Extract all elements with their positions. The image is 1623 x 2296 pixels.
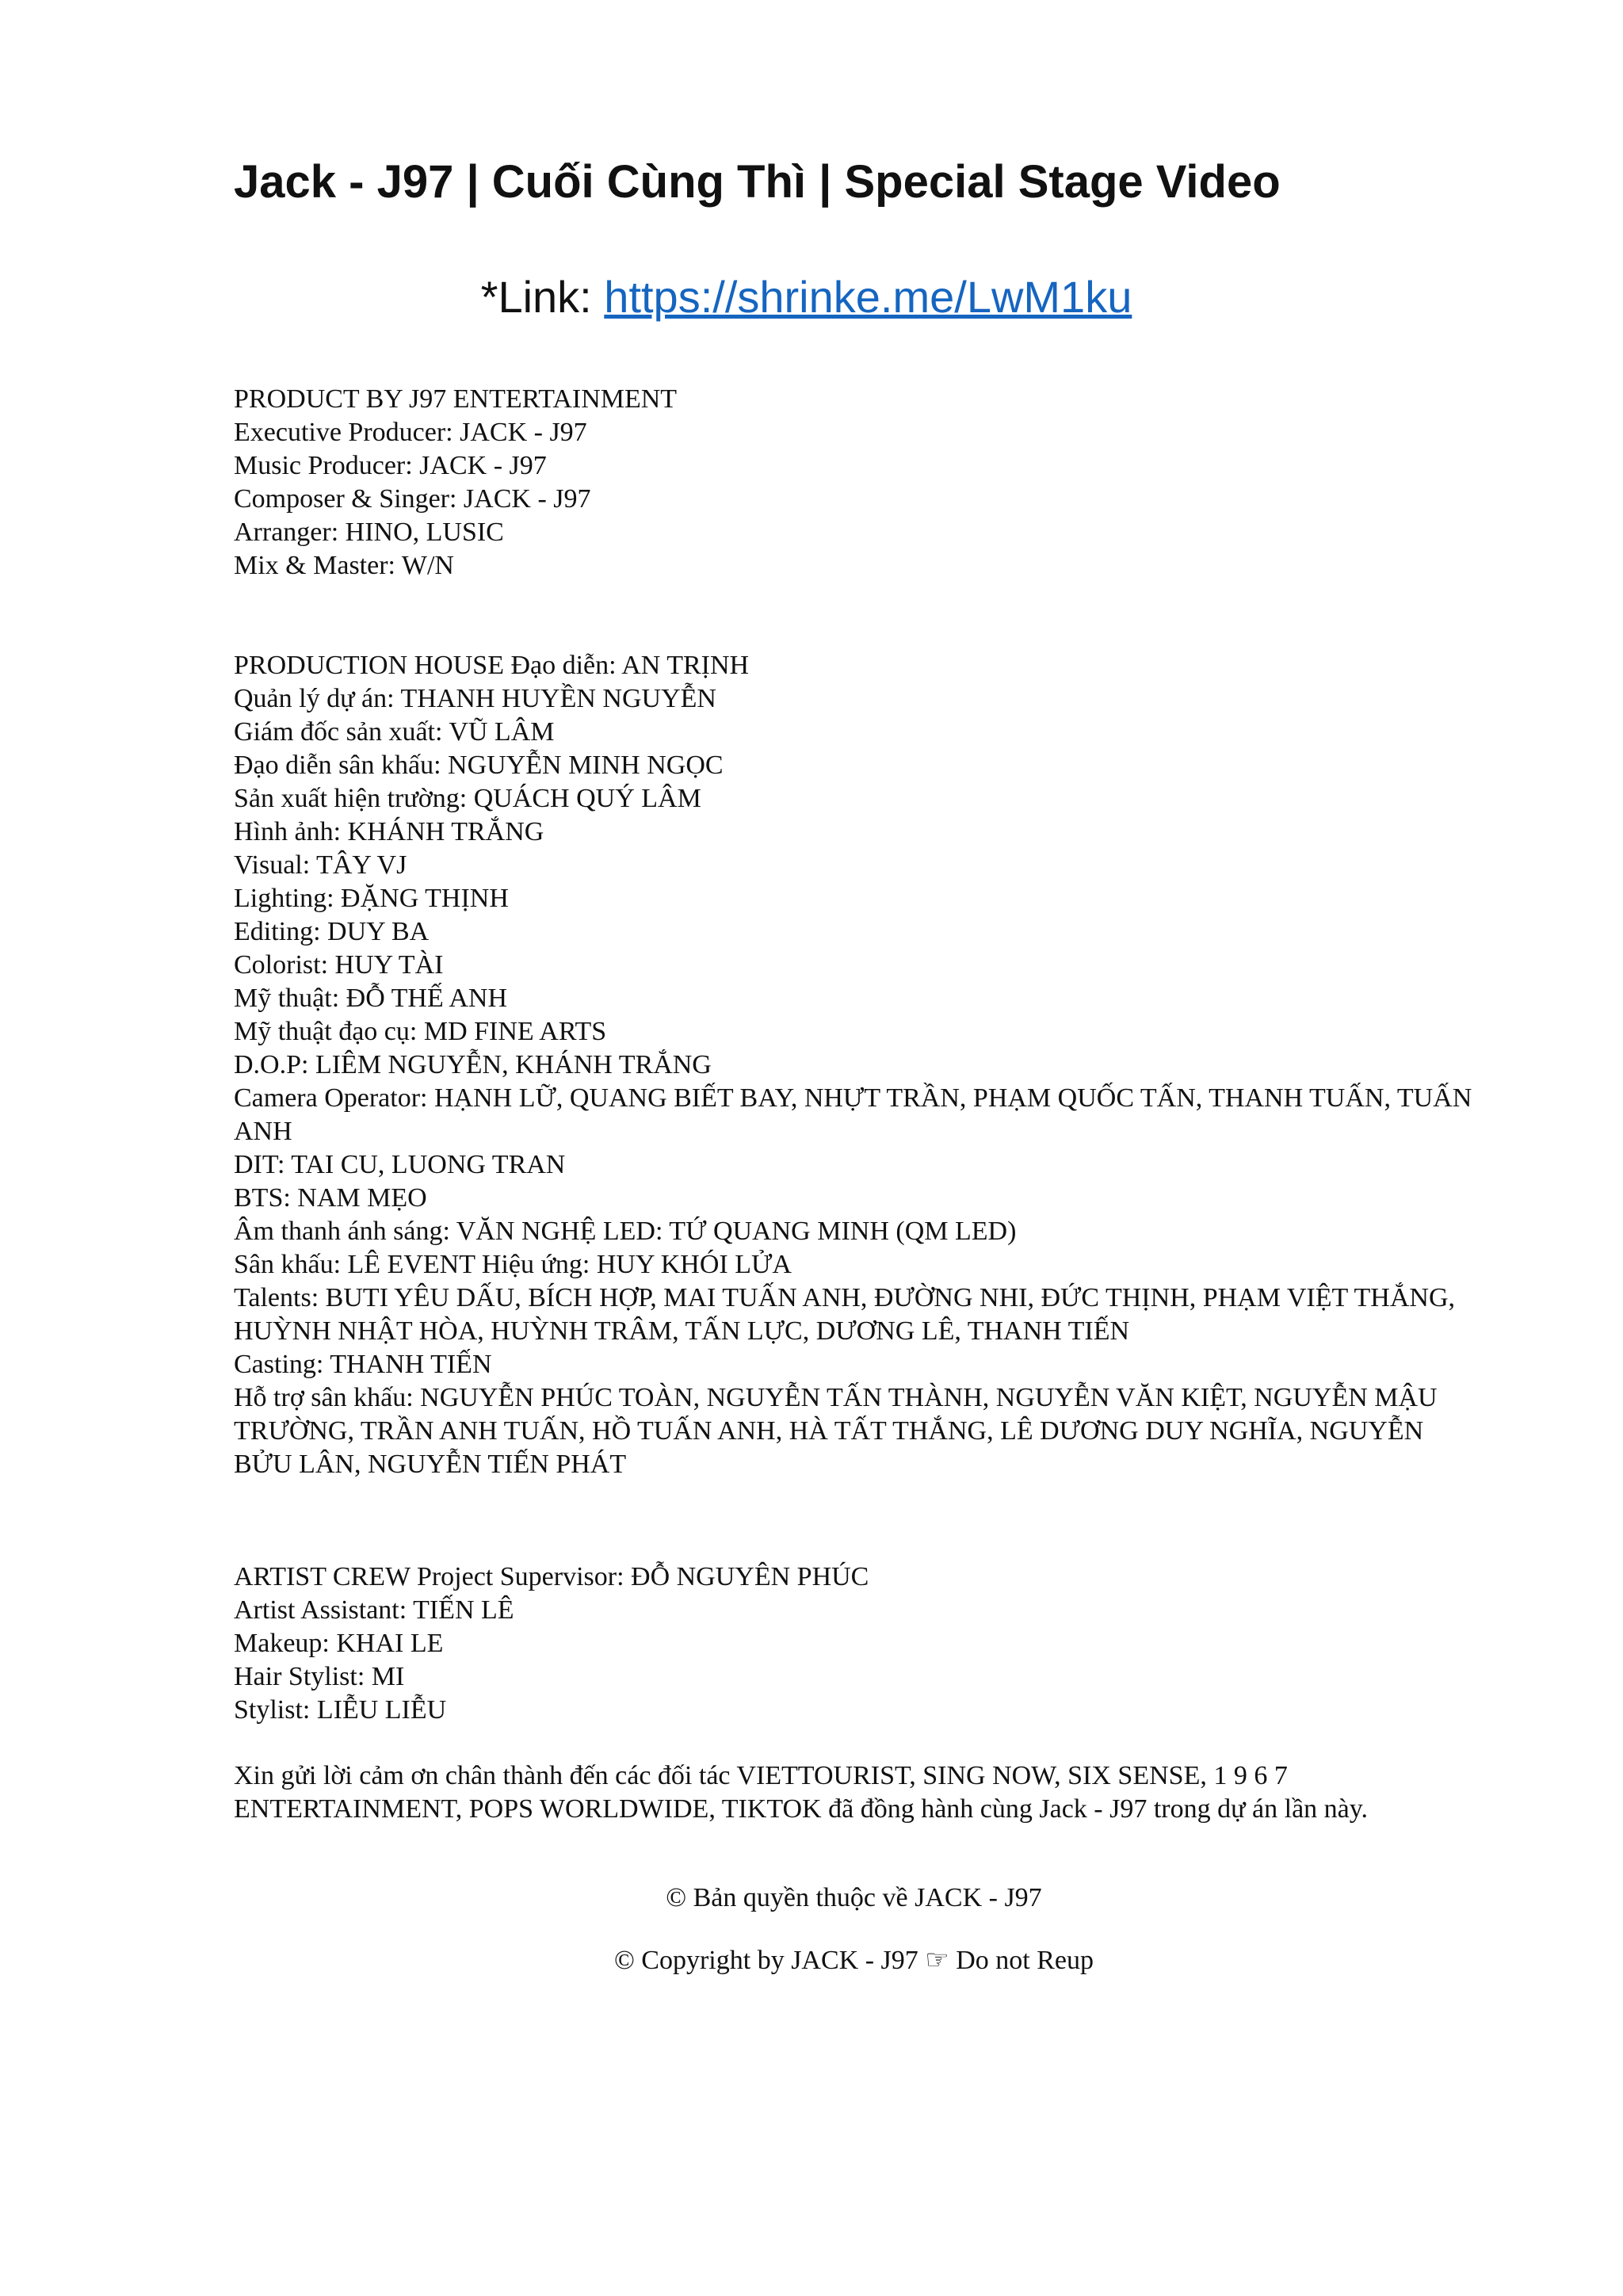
credit-line: Casting: THANH TIẾN: [234, 1350, 492, 1379]
credit-line: ARTIST CREW Project Supervisor: ĐỖ NGUYÊN PHÚC: [234, 1562, 869, 1591]
page-title: Jack - J97 | Cuối Cùng Thì | Special Stage Video: [234, 156, 1281, 208]
credit-line: Quản lý dự án: THANH HUYỀN NGUYỄN: [234, 684, 716, 713]
artist-crew-credits: [234, 1561, 1486, 1727]
copyright-english: © Copyright by JACK - J97 ☞ Do not Reup: [613, 1946, 1094, 1975]
thanks-paragraph: [234, 1759, 1486, 1826]
thanks-text: Xin gửi lời cảm ơn chân thành đến các đối tác VIETTOURIST, SING NOW, SIX SENSE, 1 9 6 7 ENTERTAINMENT, POPS WORLDWIDE, TIKTOK đã đồng hành cùng Jack - J97 trong dự án lần này.: [234, 1761, 1369, 1824]
credit-line: Hỗ trợ sân khấu: NGUYỄN PHÚC TOÀN, NGUYỄN TẤN THÀNH, NGUYỄN VĂN KIỆT, NGUYỄN MẬU TRƯỜNG, TRẦN ANH TUẤN, HỒ TUẤN ANH, HÀ TẤT THẮNG, LÊ DƯƠNG DUY NGHĨA, NGUYỄN BỬU LÂN, NGUYỄN TIẾN PHÁT: [234, 1383, 1438, 1479]
credit-line: Mix & Master: W/N: [234, 551, 454, 580]
credit-line: D.O.P: LIÊM NGUYỄN, KHÁNH TRẮNG: [234, 1050, 712, 1079]
credit-line: Executive Producer: JACK - J97: [234, 418, 587, 447]
credit-line: Giám đốc sản xuất: VŨ LÂM: [234, 717, 555, 747]
credit-line: DIT: TAI CU, LUONG TRAN: [234, 1150, 566, 1179]
credit-line: Âm thanh ánh sáng: VĂN NGHỆ LED: TỨ QUANG MINH (QM LED): [234, 1217, 1017, 1246]
shortlink[interactable]: https://shrinke.me/LwM1ku: [604, 272, 1132, 322]
credit-line: Editing: DUY BA: [234, 917, 430, 946]
credit-line: Camera Operator: HẠNH LỮ, QUANG BIẾT BAY, NHỰT TRẦN, PHẠM QUỐC TẤN, THANH TUẤN, TUẤN ANH: [234, 1083, 1472, 1146]
copyright-vietnamese: © Bản quyền thuộc về JACK - J97: [666, 1883, 1042, 1912]
credit-line: Visual: TÂY VJ: [234, 850, 407, 880]
credit-line: Artist Assistant: TIẾN LÊ: [234, 1595, 514, 1625]
link-prefix: *Link:: [480, 272, 605, 322]
credit-line: Talents: BUTI YÊU DẤU, BÍCH HỢP, MAI TUẤN ANH, ĐƯỜNG NHI, ĐỨC THỊNH, PHẠM VIỆT THẮNG, HUỲNH NHẬT HÒA, HUỲNH TRÂM, TẤN LỰC, DƯƠNG LÊ, THANH TIẾN: [234, 1283, 1456, 1346]
credit-line: Sản xuất hiện trường: QUÁCH QUÝ LÂM: [234, 784, 701, 813]
credit-line: Composer & Singer: JACK - J97: [234, 484, 591, 514]
link-line: [234, 266, 1379, 329]
credit-line: PRODUCT BY J97 ENTERTAINMENT: [234, 384, 678, 414]
credit-line: Hình ảnh: KHÁNH TRẮNG: [234, 817, 544, 846]
credit-line: PRODUCTION HOUSE Đạo diễn: AN TRỊNH: [234, 651, 750, 680]
credit-line: Arranger: HINO, LUSIC: [234, 518, 504, 547]
credit-line: Lighting: ĐẶNG THỊNH: [234, 884, 509, 913]
credit-line: Colorist: HUY TÀI: [234, 950, 444, 980]
production-credits: [234, 649, 1486, 1481]
product-credits: [234, 383, 1486, 583]
credit-line: Hair Stylist: MI: [234, 1662, 405, 1691]
credit-line: Music Producer: JACK - J97: [234, 451, 547, 480]
credit-line: Sân khấu: LÊ EVENT Hiệu ứng: HUY KHÓI LỬA: [234, 1250, 792, 1279]
credit-line: Mỹ thuật: ĐỖ THẾ ANH: [234, 984, 508, 1013]
credit-line: Mỹ thuật đạo cụ: MD FINE ARTS: [234, 1017, 607, 1046]
credit-line: BTS: NAM MẸO: [234, 1183, 427, 1213]
credit-line: Makeup: KHAI LE: [234, 1629, 444, 1658]
credit-line: Stylist: LIỄU LIỄU: [234, 1695, 447, 1725]
credit-line: Đạo diễn sân khấu: NGUYỄN MINH NGỌC: [234, 751, 724, 780]
